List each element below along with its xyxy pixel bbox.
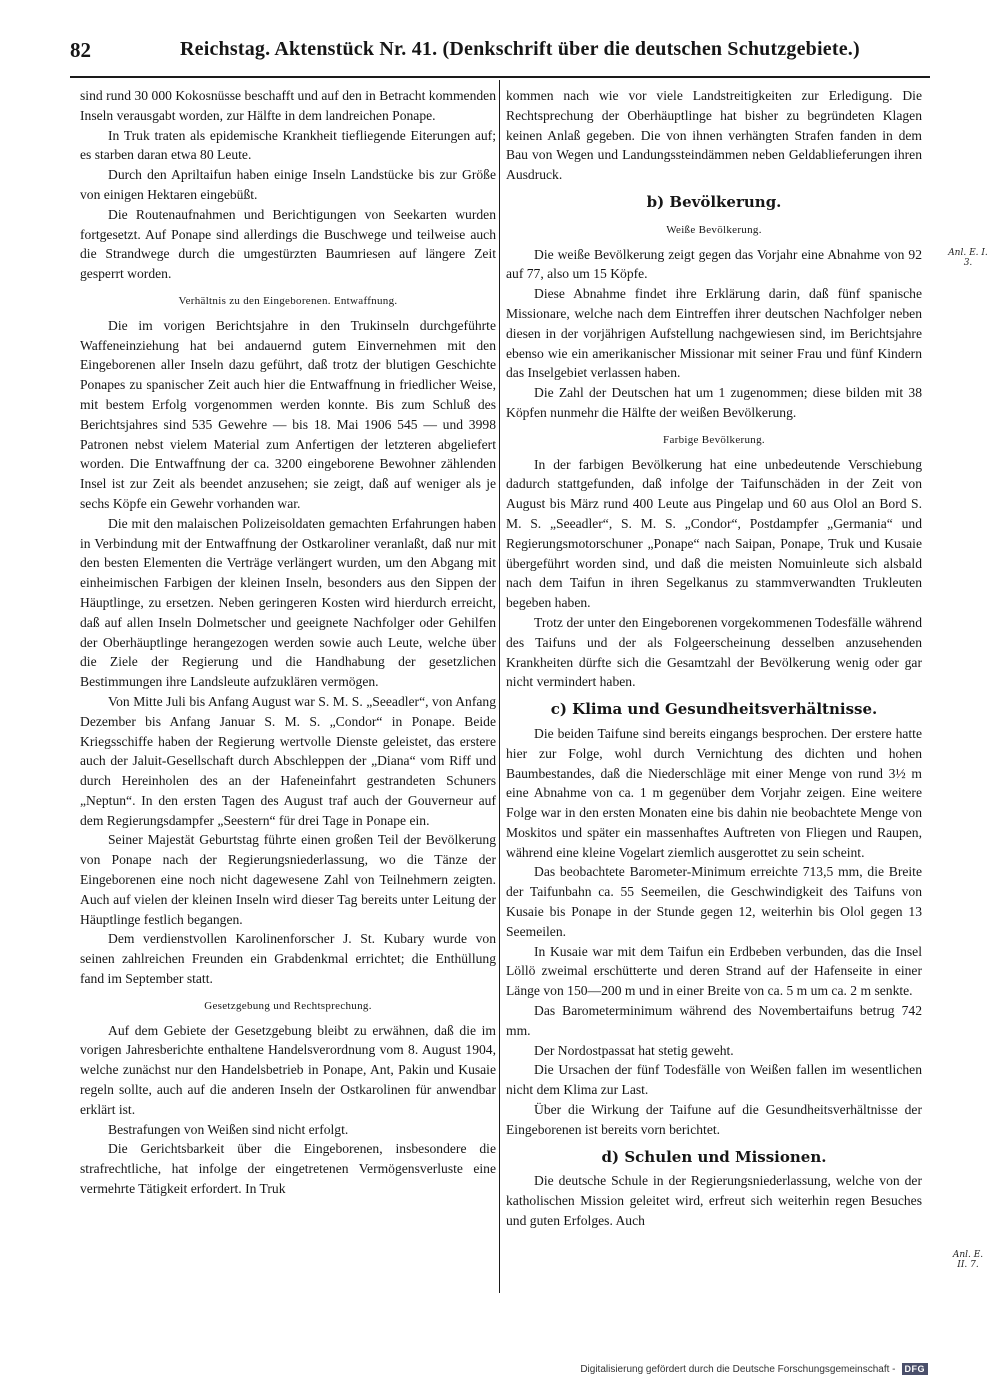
paragraph: Dem verdienstvollen Karolinenforscher J. St. Kubary wurde von seinen zahlreichen Freunden ein Grabdenkmal errichtet; die Enthüllung fand im September statt.: [80, 931, 496, 987]
paragraph: Über die Wirkung der Taifune auf die Gesundheitsverhältnisse der Eingeborenen ist bereits vorn berichtet.: [506, 1102, 922, 1137]
footer: [580, 1363, 928, 1375]
margin-note-2: Anl. E. II. 7.: [952, 1250, 984, 1270]
page-number: 82: [70, 38, 91, 62]
paragraph: Die Ursachen der fünf Todesfälle von Weißen fallen im wesentlichen nicht dem Klima zur Last.: [506, 1062, 922, 1098]
column-divider: [499, 80, 500, 1293]
margin-note-1: Anl. E. I. 3.: [948, 248, 988, 268]
paragraph: Bestrafungen von Weißen sind nicht erfolgt.: [108, 1121, 349, 1137]
paragraph: Der Nordostpassat hat stetig geweht.: [534, 1042, 734, 1058]
paragraph: Von Mitte Juli bis Anfang August war S. M. S. „Seeadler“, von Anfang Dezember bis Anfang Januar S. M. S. „Condor“ in Ponape. Beide Kriegsschiffe haben der Regierung wertvolle Dienste geleistet, das erstere auch der Jaluit-Gesellschaft durch Abschleppen der „Diana“ vom Riff und durch Hereinholen des an der Hafeneinfahrt gestrandeten Schuners „Neptun“. In den ersten Tagen des August traf auch der Gouverneur auf dem Regierungsdampfer „Seestern“ für drei Tage in Ponape ein.: [80, 693, 496, 828]
page-header: [70, 36, 930, 70]
paragraph: Die Gerichtsbarkeit über die Eingeborenen, insbesondere die strafrechtliche, hat infolge der eingetretenen Vermögensverluste eine vermehrte Tätigkeit erfordert. In Truk: [80, 1141, 496, 1197]
paragraph: Die deutsche Schule in der Regierungsniederlassung, welche von der katholischen Mission geleitet wird, erfreut sich weiterhin regen Besuches und guten Erfolges. Auch: [506, 1173, 922, 1229]
section-heading: c) Klima und Gesundheitsverhältnisse.: [550, 700, 878, 719]
dfg-logo: DFG: [902, 1363, 929, 1375]
header-rule: [70, 76, 930, 78]
right-column: [506, 86, 922, 1231]
paragraph: Trotz der unter den Eingeborenen vorgekommenen Todesfälle während des Taifuns und der als Folgeerscheinung desselben anzusehenden Krankheiten dürfte sich die Gesamtzahl der Bevölkerung wenig oder gar nicht vermindert haben.: [506, 614, 922, 690]
paragraph: Die Zahl der Deutschen hat um 1 zugenommen; diese bilden mit 38 Köpfen nunmehr die Hälfte der weißen Bevölkerung.: [506, 385, 922, 420]
paragraph: Diese Abnahme findet ihre Erklärung darin, daß fünf spanische Missionare, welche nach dem Eintreffen ihrer deutschen Nachfolger neben diesen in der vorjährigen Aufstellung nachgewiesen sind, im Berichtsjahre ebenso wie ein amerikanischer Missionar mit seiner Frau und fünf Kindern das Inselgebiet verlassen haben.: [506, 286, 922, 381]
paragraph: Auf dem Gebiete der Gesetzgebung bleibt zu erwähnen, daß die im vorigen Jahresberichte enthaltene Handelsverordnung vom 8. August 1904, welche zunächst nur den Handelsbetrieb in Ponape, Ant, Pakin und Kusaie regeln sollte, auch auf die anderen Inseln der Ostkarolinen für anwendbar erklärt ist.: [80, 1022, 496, 1117]
paragraph: Die Routenaufnahmen und Berichtigungen von Seekarten wurden fortgesetzt. Auf Ponape sind allerdings die Buschwege und teilweise auch die Strandwege durch die umgestürzten Baumriesen auf längere Zeit gesperrt worden.: [80, 206, 496, 282]
left-column: [80, 86, 496, 1199]
subheading: Gesetzgebung und Rechtsprechung.: [204, 999, 372, 1012]
paragraph: Die beiden Taifune sind bereits eingangs besprochen. Der erstere hatte hier zur Folge, wohl durch Vernichtung des dichten und hohen Baumbestandes, daß die Niederschläge mit einer Menge von rund 3½ m eine Abnahme von ca. 1 m gegenüber dem Vorjahr zeigen. Eine weitere Folge war in den ersten Monaten eine bis dahin nie beobachtete Menge von Moskitos und später ein massenhaftes Auftreten von Fliegen und Raupen, während eine kleine Vogelart ziemlich ausgerottet zu sein scheint.: [506, 725, 922, 860]
paragraph: Seiner Majestät Geburtstag führte einen großen Teil der Bevölkerung von Ponape nach der Regierungsniederlassung, wo die Tänze der Eingeborenen eine noch nicht dagewesene Zahl von Teilnehmern zeigten. Auch auf vielen der kleinen Inseln wird dieser Tag bereits unter Leitung der Häuptlinge festlich begangen.: [80, 832, 496, 927]
running-title: Reichstag. Aktenstück Nr. 41. (Denkschrift über die deutschen Schutzgebiete.): [180, 38, 860, 60]
paragraph: Die im vorigen Berichtsjahre in den Trukinseln durchgeführte Waffeneinziehung hat bei andauernd gutem Einvernehmen mit den Eingeborenen aller Inseln dazu geführt, daß trotz der blutigen Geschichte Ponapes zu spanischer Zeit auch hier die Entwaffnung in friedlicher Weise, mit bestem Erfolg vorgenommen werden konnte. Bis zum Schluß des Berichtsjahres sind 535 Gewehre — bis 18. Mai 1906 545 — und 3998 Patronen nebst vielem Material zum Anfertigen der letzteren abgeliefert worden. Die Entwaffnung der ca. 3200 eingeborene Bewohner zählenden Insel ist zur Zeit als beendet anzusehen; sie zeigt, daß auf weniger als je sechs Köpfe ein Gewehr vorhanden war.: [80, 317, 496, 511]
paragraph: Das Barometerminimum während des Novembertaifuns betrug 742 mm.: [506, 1003, 922, 1038]
paragraph: In Kusaie war mit dem Taifun ein Erdbeben verbunden, das die Insel Löllö zweimal erschütterte und deren Strand auf der Hafenseite in einer Länge von 150—200 m und in einer Breite von ca. 5 m um ca. 2 m senkte.: [506, 943, 922, 999]
footer-text: Digitalisierung gefördert durch die Deutsche Forschungsgemeinschaft -: [580, 1363, 896, 1375]
paragraph: In Truk traten als epidemische Krankheit tiefliegende Eiterungen auf; es starben daran etwa 80 Leute.: [80, 127, 496, 163]
paragraph: sind rund 30 000 Kokosnüsse beschafft und auf den in Betracht kommenden Inseln verausgabt worden, zur Hälfte in dem landreichen Ponape.: [80, 88, 496, 123]
paragraph: Die mit den malaischen Polizeisoldaten gemachten Erfahrungen haben in Verbindung mit der Entwaffnung der Ostkaroliner veranlaßt, daß nur mit den besten Elementen die Verträge verlängert wurden, um den Abgang mit einheimischen Farbigen der kleinen Inseln, besonders aus den Sippen der Häuptlinge, zu ersetzen. Neben geringeren Kosten wird hierdurch erreicht, daß auf allen Inseln Dolmetscher und geeignete Nachfolger oder Gehilfen der Oberhäuptlinge herangezogen werden sowie auch Leute, welche über die Ziele der Regierung und die Handhabung der gesetzlichen Bestimmungen ihre Landsleute aufzuklären vermögen.: [80, 515, 496, 690]
section-heading: b) Bevölkerung.: [646, 192, 782, 211]
subheading: Weiße Bevölkerung.: [666, 223, 762, 236]
section-heading: d) Schulen und Missionen.: [601, 1147, 827, 1166]
paragraph: Durch den Apriltaifun haben einige Inseln Landstücke bis zur Größe von einigen Hektaren eingebüßt.: [80, 167, 496, 202]
paragraph: Die weiße Bevölkerung zeigt gegen das Vorjahr eine Abnahme von 92 auf 77, also um 15 Köpfe.: [506, 246, 922, 282]
paragraph: Das beobachtete Barometer-Minimum erreichte 713,5 mm, die Breite der Taifunbahn ca. 55 Seemeilen, die Geschwindigkeit des Taifuns von Kusaie bis Ponape in der Stunde gegen 12, weiterhin bis Olol gegen 13 Seemeilen.: [506, 864, 922, 939]
paragraph: kommen nach wie vor viele Landstreitigkeiten zur Erledigung. Die Rechtsprechung der Oberhäuptlinge hat bisher zu begründeten Klagen keinen Anlaß gegeben. Die von ihnen verhängten Strafen fanden in dem Bau von Wegen und Landungssteindämmen neben Geldablieferungen ihren Ausdruck.: [506, 88, 922, 183]
subheading: Verhältnis zu den Eingeborenen. Entwaffnung.: [178, 294, 398, 307]
paragraph: In der farbigen Bevölkerung hat eine unbedeutende Verschiebung dadurch stattgefunden, daß infolge der Taifunschäden in der Zeit von August bis März rund 400 Leute aus Pingelap und 60 aus Olol an Bord S. M. S. „Seeadler“, S. M. S. „Condor“, Postdampfer „Germania“ und Regierungsmotorschuner „Ponape“ nach Saipan, Ponape, Truk und Kusaie übergeführt worden sind, und daß die meisten Nomuinleute sich alsbald nach dem Taifun in ihren Segelkanus zu stammverwandten Trukleuten begeben haben.: [506, 456, 922, 611]
subheading: Farbige Bevölkerung.: [663, 433, 765, 446]
